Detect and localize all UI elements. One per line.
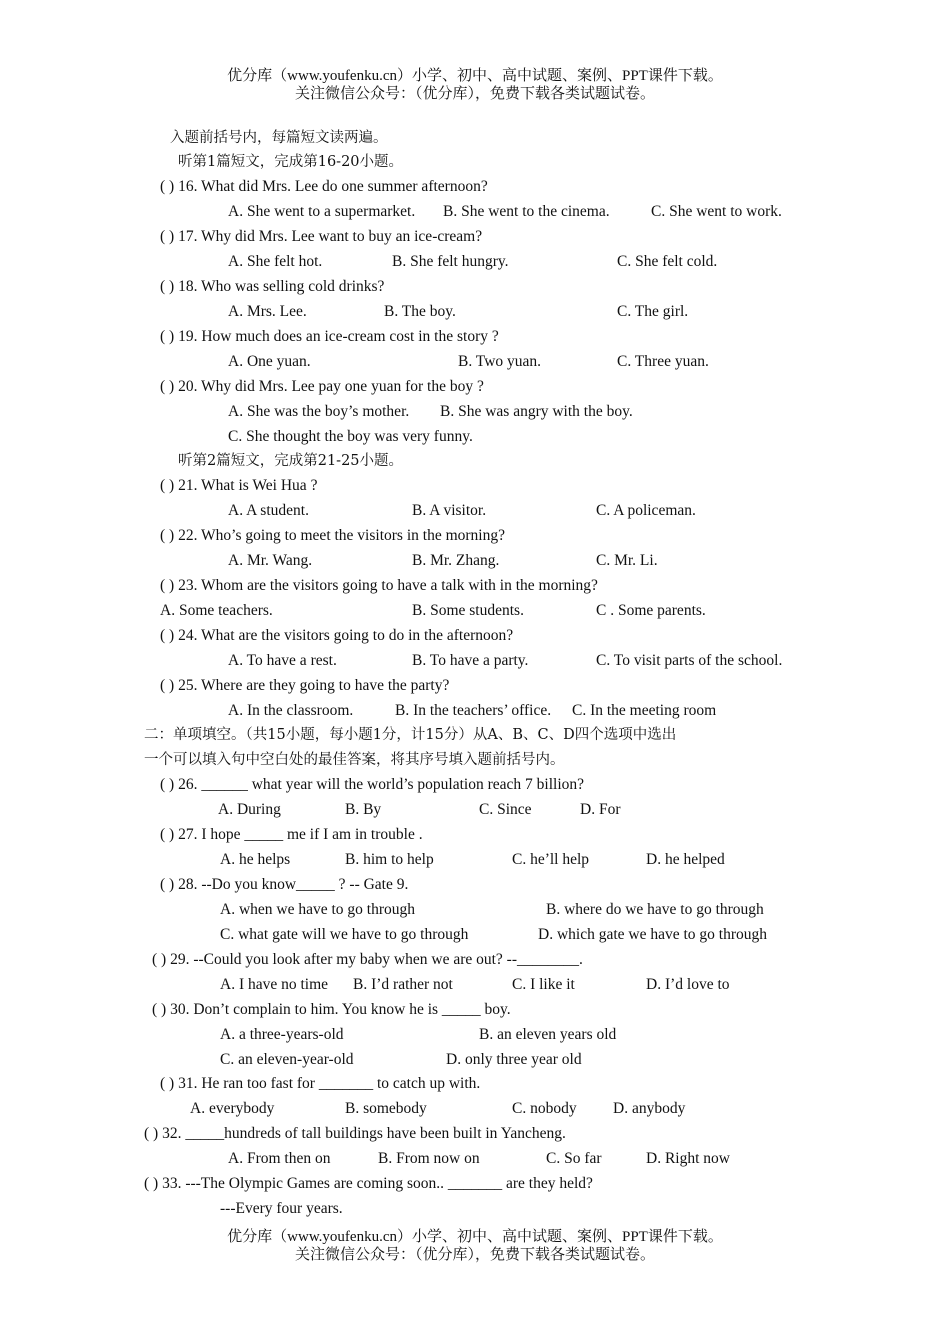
option-d: D. which gate we have to go through <box>538 926 767 943</box>
option-a: A. She went to a supermarket. <box>228 203 416 220</box>
option-c: C. She felt cold. <box>617 253 718 270</box>
option-b: B. By <box>345 801 382 818</box>
option-a: A. Mrs. Lee. <box>228 303 307 320</box>
question-28: ( ) 28. --Do you know_____ ? -- Gate 9. <box>160 876 409 893</box>
option-b: B. Two yuan. <box>458 353 542 370</box>
passage-2-heading: 听第2篇短文，完成第21-25小题。 <box>178 453 404 469</box>
option-a: A. From then on <box>228 1150 331 1167</box>
option-c: C. what gate will we have to go through <box>220 926 469 943</box>
section-2-instructions-line-1: 二：单项填空。（共15小题，每小题1分，计15分）从A、B、C、D四个选项中选出 <box>144 727 677 743</box>
question-26: ( ) 26. ______ what year will the world’s population reach 7 billion? <box>160 776 585 793</box>
option-a: A. everybody <box>190 1100 275 1117</box>
footer-line-2: 关注微信公众号：（优分库），免费下载各类试题试卷。 <box>294 1247 655 1263</box>
question-24: ( ) 24. What are the visitors going to do in the afternoon? <box>160 627 514 644</box>
intro-line: 入题前括号内，每篇短文读两遍。 <box>170 130 388 146</box>
question-31: ( ) 31. He ran too fast for _______ to catch up with. <box>160 1075 481 1092</box>
option-a: A. Some teachers. <box>160 602 273 619</box>
option-b: B. To have a party. <box>412 652 529 669</box>
option-c: C. She went to work. <box>651 203 782 220</box>
option-d: D. only three year old <box>446 1051 582 1068</box>
question-17: ( ) 17. Why did Mrs. Lee want to buy an ice-cream? <box>160 228 483 245</box>
option-c: C. A policeman. <box>596 502 696 519</box>
passage-1-heading: 听第1篇短文，完成第16-20小题。 <box>178 154 404 170</box>
question-21: ( ) 21. What is Wei Hua ? <box>160 477 318 494</box>
option-a: A. She felt hot. <box>228 253 323 270</box>
option-b: B. She was angry with the boy. <box>440 403 633 420</box>
option-a: A. a three-years-old <box>220 1026 344 1043</box>
option-b: B. Some students. <box>412 602 524 619</box>
footer-line-1: 优分库（www.youfenku.cn）小学、初中、高中试题、案例、PPT课件下载。 <box>227 1229 723 1245</box>
question-27: ( ) 27. I hope _____ me if I am in trouble . <box>160 826 423 843</box>
option-a: A. when we have to go through <box>220 901 415 918</box>
option-b: B. where do we have to go through <box>546 901 764 918</box>
option-b: B. A visitor. <box>412 502 487 519</box>
option-a: A. During <box>218 801 281 818</box>
option-a: A. To have a rest. <box>228 652 337 669</box>
option-c: C. To visit parts of the school. <box>596 652 783 669</box>
question-23: ( ) 23. Whom are the visitors going to have a talk with in the morning? <box>160 577 598 594</box>
option-a: A. In the classroom. <box>228 702 354 719</box>
option-b: B. She felt hungry. <box>392 253 509 270</box>
option-b: B. somebody <box>345 1100 427 1117</box>
option-c: C. nobody <box>512 1100 577 1117</box>
option-c: C . Some parents. <box>596 602 706 619</box>
option-c: C. an eleven-year-old <box>220 1051 354 1068</box>
option-b: B. Mr. Zhang. <box>412 552 500 569</box>
question-29: ( ) 29. --Could you look after my baby when we are out? --________. <box>152 951 583 968</box>
option-c: C. he’ll help <box>512 851 590 868</box>
option-b: B. The boy. <box>384 303 456 320</box>
question-20: ( ) 20. Why did Mrs. Lee pay one yuan for the boy ? <box>160 378 484 395</box>
option-d: D. Right now <box>646 1150 730 1167</box>
header-line-1: 优分库（www.youfenku.cn）小学、初中、高中试题、案例、PPT课件下载。 <box>227 68 723 84</box>
option-b: B. From now on <box>378 1150 480 1167</box>
question-20-option-c: C. She thought the boy was very funny. <box>228 428 473 445</box>
option-d: D. For <box>580 801 621 818</box>
option-a: A. She was the boy’s mother. <box>228 403 410 420</box>
option-a: A. he helps <box>220 851 291 868</box>
option-b: B. him to help <box>345 851 434 868</box>
option-b: B. I’d rather not <box>353 976 453 993</box>
option-a: A. Mr. Wang. <box>228 552 313 569</box>
option-c: C. Mr. Li. <box>596 552 658 569</box>
question-16: ( ) 16. What did Mrs. Lee do one summer afternoon? <box>160 178 488 195</box>
option-c: C. So far <box>546 1150 602 1167</box>
question-18: ( ) 18. Who was selling cold drinks? <box>160 278 385 295</box>
question-30: ( ) 30. Don’t complain to him. You know he is _____ boy. <box>152 1001 511 1018</box>
option-c: C. In the meeting room <box>572 702 717 719</box>
section-2-instructions-line-2: 一个可以填入句中空白处的最佳答案，将其序号填入题前括号内。 <box>144 752 565 768</box>
option-d: D. anybody <box>613 1100 686 1117</box>
option-d: D. I’d love to <box>646 976 730 993</box>
question-32: ( ) 32. _____hundreds of tall buildings have been built in Yancheng. <box>144 1125 566 1142</box>
question-25: ( ) 25. Where are they going to have the party? <box>160 677 450 694</box>
option-d: D. he helped <box>646 851 725 868</box>
option-c: C. I like it <box>512 976 575 993</box>
question-19: ( ) 19. How much does an ice-cream cost in the story ? <box>160 328 499 345</box>
question-33-reply: ---Every four years. <box>220 1200 343 1217</box>
question-22: ( ) 22. Who’s going to meet the visitors in the morning? <box>160 527 505 544</box>
option-a: A. One yuan. <box>228 353 311 370</box>
option-b: B. In the teachers’ office. <box>395 702 552 719</box>
option-b: B. She went to the cinema. <box>443 203 610 220</box>
option-a: A. A student. <box>228 502 309 519</box>
option-c: C. Three yuan. <box>617 353 709 370</box>
option-b: B. an eleven years old <box>479 1026 617 1043</box>
header-line-2: 关注微信公众号：（优分库），免费下载各类试题试卷。 <box>294 86 655 102</box>
option-a: A. I have no time <box>220 976 329 993</box>
question-33: ( ) 33. ---The Olympic Games are coming soon.. _______ are they held? <box>144 1175 593 1192</box>
option-c: C. The girl. <box>617 303 689 320</box>
option-c: C. Since <box>479 801 532 818</box>
